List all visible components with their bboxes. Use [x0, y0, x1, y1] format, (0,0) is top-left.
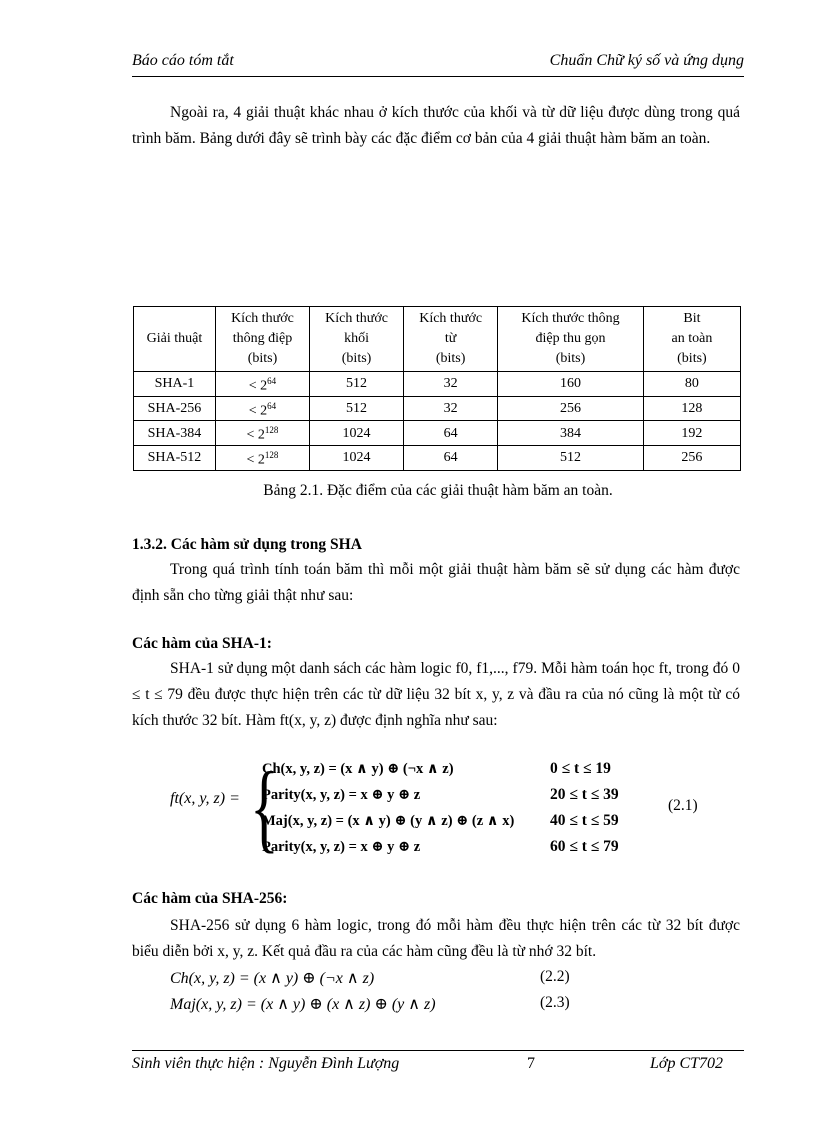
table-header: thông điệp — [232, 331, 293, 346]
table-header: (bits) — [435, 351, 466, 366]
ft-lhs: ft(x, y, z) = — [170, 790, 240, 807]
section-paragraph: Trong quá trình tính toán băm thì mỗi một giải thuật hàm băm sẽ sử dụng các hàm được định sẵn cho từng giải thật như sau: — [132, 561, 740, 604]
table-row — [134, 396, 741, 421]
formula-ch: Ch(x, y, z) = (x ∧ y) ⊕ (¬x ∧ z) — [170, 970, 375, 987]
curly-brace-icon: { — [250, 751, 279, 862]
formula-maj: Maj(x, y, z) = (x ∧ y) ⊕ (x ∧ z) ⊕ (y ∧ z) — [170, 996, 436, 1013]
table-cell: 1024 — [310, 421, 404, 446]
table-cell: 512 — [310, 372, 404, 397]
table-row — [134, 445, 741, 470]
page-header — [132, 50, 744, 77]
footer-rule — [132, 1050, 744, 1051]
case-cond: 60 ≤ t ≤ 79 — [550, 838, 619, 855]
table-cell: 32 — [404, 396, 498, 421]
table-cell: 64 — [404, 445, 498, 470]
table-header: khối — [344, 331, 369, 346]
table-header: Kích thước thông — [521, 311, 620, 326]
table-header: từ — [444, 331, 457, 346]
table-cell: SHA-512 — [134, 445, 216, 470]
msg-size: < 2 — [246, 427, 265, 443]
table-cell: 192 — [643, 421, 740, 446]
page-number: 7 — [527, 1055, 535, 1072]
header-right: Chuẩn Chữ ký số và ứng dụng — [549, 52, 744, 69]
table-cell: SHA-384 — [134, 421, 216, 446]
case-cond: 0 ≤ t ≤ 19 — [550, 760, 611, 777]
sha1-paragraph: SHA-1 sử dụng một danh sách các hàm logic f0, f1,..., f79. Mỗi hàm toán học ft, trong đó 0 ≤ t ≤ 79 đều được thực hiện trên các từ dữ liệu 32 bít x, y, z và đầu ra của nó cũng là một từ có kích thước 32 bít. Hàm ft(x, y, z) được định nghĩa như sau: — [132, 660, 740, 729]
table-header-row — [134, 307, 741, 372]
header-left: Báo cáo tóm tắt — [132, 52, 234, 69]
sha256-heading: Các hàm của SHA-256: — [132, 890, 288, 907]
equation-number: (2.2) — [540, 968, 570, 985]
table-cell: 128 — [643, 396, 740, 421]
table-cell: 32 — [404, 372, 498, 397]
msg-exp: 128 — [264, 425, 279, 436]
case-expr: Maj(x, y, z) = (x ∧ y) ⊕ (y ∧ z) ⊕ (z ∧ x) — [262, 813, 515, 829]
case-cond: 40 ≤ t ≤ 59 — [550, 812, 619, 829]
case-expr: Parity(x, y, z) = x ⊕ y ⊕ z — [262, 787, 421, 803]
table-cell: 64 — [404, 421, 498, 446]
case-cond: 20 ≤ t ≤ 39 — [550, 786, 619, 803]
table-cell — [215, 421, 309, 446]
table-cell: 512 — [498, 445, 644, 470]
table-cell: SHA-256 — [134, 396, 216, 421]
equation-number: (2.1) — [668, 797, 698, 814]
table-cell — [215, 445, 309, 470]
case-expr: Parity(x, y, z) = x ⊕ y ⊕ z — [262, 839, 421, 855]
table-cell: 384 — [498, 421, 644, 446]
equation-number: (2.3) — [540, 994, 570, 1011]
table-row — [134, 372, 741, 397]
sha-spec-table — [133, 306, 741, 471]
table-header: điệp thu gọn — [535, 331, 606, 346]
sha256-paragraph: SHA-256 sử dụng 6 hàm logic, trong đó mỗi hàm đều thực hiện trên các từ 32 bít được biểu diễn bởi x, y, z. Kết quả đầu ra của các hàm cũng đều là từ nhớ 32 bít. — [132, 917, 740, 960]
section-heading: 1.3.2. Các hàm sử dụng trong SHA — [132, 536, 362, 553]
footer-class: Lớp CT702 — [650, 1055, 724, 1072]
msg-size: < 2 — [246, 452, 265, 468]
table-cell: 1024 — [310, 445, 404, 470]
msg-exp: 64 — [267, 376, 277, 386]
table-cell: 80 — [643, 372, 740, 397]
sha1-heading: Các hàm của SHA-1: — [132, 635, 272, 652]
case-expr: Ch(x, y, z) = (x ∧ y) ⊕ (¬x ∧ z) — [262, 761, 454, 777]
table-cell — [215, 372, 309, 397]
table-header: Bit — [683, 311, 701, 326]
table-header: Kích thước — [231, 311, 294, 326]
intro-paragraph: Ngoài ra, 4 giải thuật khác nhau ở kích thước của khối và từ dữ liệu được dùng trong quá trình băm. Bảng dưới đây sẽ trình bày các đặc điểm cơ bản của 4 giải thuật hàm băm an toàn. — [132, 104, 740, 147]
table-caption: Bảng 2.1. Đặc điểm của các giải thuật hàm băm an toàn. — [263, 482, 613, 499]
msg-exp: 128 — [264, 449, 279, 460]
table-header: (bits) — [555, 351, 586, 366]
table-header: an toàn — [671, 331, 713, 346]
table-cell: 512 — [310, 396, 404, 421]
table-header: Kích thước — [325, 311, 388, 326]
msg-exp: 64 — [267, 400, 277, 411]
footer-author: Sinh viên thực hiện : Nguyễn Đình Lượng — [132, 1055, 400, 1072]
table-cell: 256 — [643, 445, 740, 470]
table-header: (bits) — [677, 351, 707, 366]
table-cell: 256 — [498, 396, 644, 421]
table-header: (bits) — [341, 351, 372, 366]
table-cell: SHA-1 — [134, 372, 216, 397]
table-header: (bits) — [247, 351, 278, 366]
table-header: Kích thước — [419, 311, 483, 326]
msg-size: < 2 — [248, 403, 268, 419]
table-header: Giải thuật — [146, 331, 203, 346]
table-cell — [215, 396, 309, 421]
table-row — [134, 421, 741, 446]
table-cell: 160 — [498, 372, 644, 397]
msg-size: < 2 — [248, 378, 268, 394]
